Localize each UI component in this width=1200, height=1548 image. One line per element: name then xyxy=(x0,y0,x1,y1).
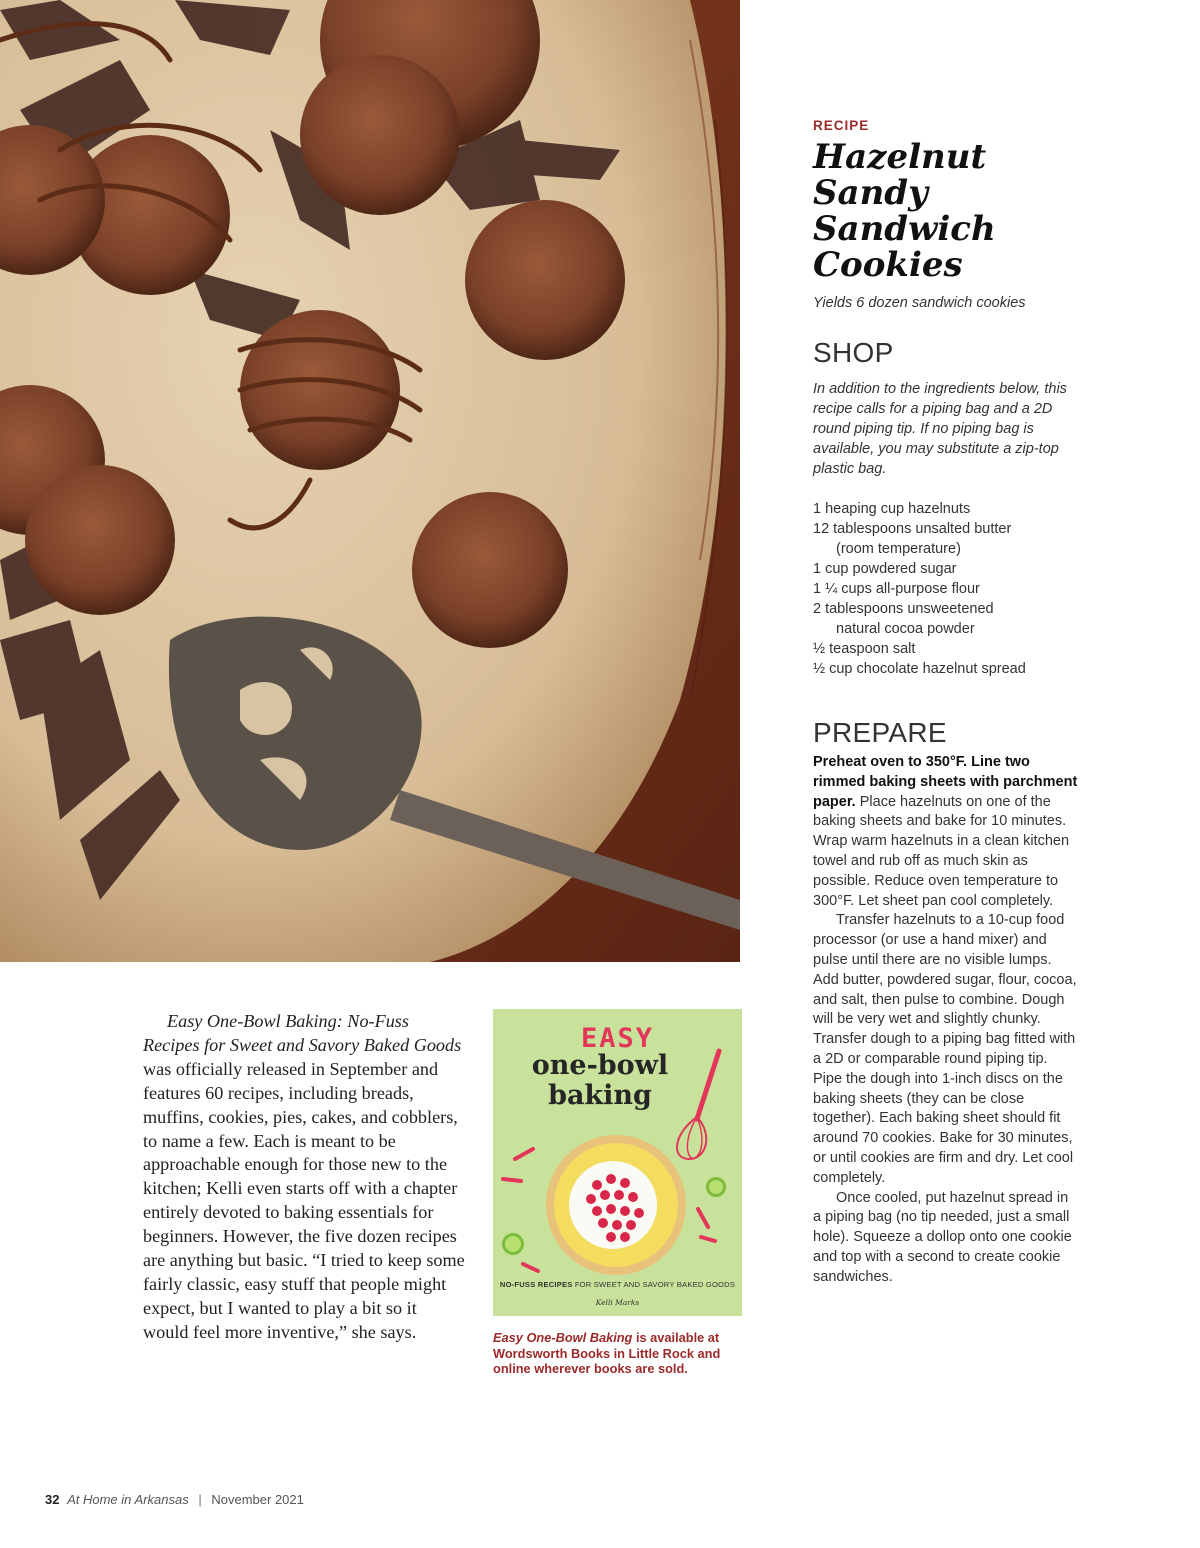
article-body-text: was officially released in September and features 60 recipes, including breads, muffins, cookies, pies, cakes, and cobblers, to name a few. Each is meant to be approachable enough for those new to the kitchen; Kelli even starts off with a chapter entirely devoted to baking essentials for beginners. However, the five dozen recipes are anything but basic. “I tried to keep some fairly classic, easy stuff that people might expect, but I wanted to play a bit so it would feel more inventive,” she says. xyxy=(143,1058,465,1342)
ingredient-item: natural cocoa powder xyxy=(836,621,975,637)
prepare-paragraph: Once cooled, put hazelnut spread in a piping bag (no tip needed, just a small hole). Squeeze a dollop onto one cookie and top with a second to create cookie sandwiches. xyxy=(813,1189,1072,1285)
ingredient-item: (room temperature) xyxy=(836,541,961,557)
magazine-name: At Home in Arkansas xyxy=(67,1492,189,1507)
recipe-title-line: Cookies xyxy=(813,245,963,285)
footer-separator: | xyxy=(198,1492,202,1507)
ingredient-item: 12 tablespoons unsalted butter xyxy=(813,521,1012,537)
ingredient-list xyxy=(813,499,1078,679)
ingredient-item: 1 cup powdered sugar xyxy=(813,561,957,577)
issue-date: November 2021 xyxy=(211,1492,304,1507)
cover-subtitle xyxy=(493,1280,742,1289)
recipe-title-line: Sandy xyxy=(813,173,928,213)
cover-author: Kelli Marks xyxy=(595,1298,640,1307)
book-title-inline: Easy One-Bowl Baking: No-Fuss Recipes for Sweet and Savory Baked Goods xyxy=(143,1011,462,1055)
shop-note: In addition to the ingredients below, this recipe calls for a piping bag and a 2D round piping tip. If no piping bag is available, you may substitute a zip-top plastic bag. xyxy=(813,381,1067,477)
recipe-title-line: Sandwich xyxy=(813,209,996,249)
caption-title: Easy One-Bowl Baking xyxy=(493,1330,633,1345)
shop-heading: SHOP xyxy=(813,337,894,368)
cover-subtitle-rest: FOR SWEET AND SAVORY BAKED GOODS xyxy=(572,1280,736,1289)
prepare-lead: Preheat oven to 350°F. Line two rimmed baking sheets with parchment paper. xyxy=(813,754,1078,810)
prepare-text: Place hazelnuts on one of the baking sheets and bake for 10 minutes. Wrap warm hazelnuts in a clean kitchen towel and rub off as much skin as possible. Reduce oven temperature to 300°F. Let sheet pan cool completely. xyxy=(813,793,1070,909)
ingredient-item: 2 tablespoons unsweetened xyxy=(813,601,994,617)
cookies-photo xyxy=(0,0,740,962)
cover-word-main: one-bowl baking xyxy=(531,1050,669,1111)
page-number: 32 xyxy=(45,1492,60,1507)
recipe-title xyxy=(813,139,1078,283)
recipe-title-line: Hazelnut xyxy=(813,137,987,177)
caption-text: is available at Wordsworth Books in Little Rock and online wherever books are sold. xyxy=(493,1330,721,1376)
prepare-heading: PREPARE xyxy=(813,717,947,748)
cover-word-easy: EASY xyxy=(580,1023,655,1054)
cover-caption xyxy=(493,1330,743,1377)
page-footer xyxy=(45,1492,304,1507)
book-cover xyxy=(493,1009,742,1316)
article-body xyxy=(143,1010,465,1345)
ingredient-item: ½ teaspoon salt xyxy=(813,641,916,657)
prepare-paragraph: Transfer hazelnuts to a 10-cup food processor (or use a hand mixer) and pulse until there are no visible lumps. Add butter, powdered sugar, flour, cocoa, and salt, then pulse to combine. Dough will be very wet and slightly chunky. Transfer dough to a piping bag fitted with a 2D or comparable round piping tip. Pipe the dough into 1-inch discs on the baking sheets (they can be close together). Each baking sheet should fit around 70 cookies. Bake for 30 minutes, or until cookies are firm and dry. Let cool completely. xyxy=(813,912,1077,1186)
ingredient-item: 1 ¼ cups all-purpose flour xyxy=(813,581,980,597)
recipe-kicker: RECIPE xyxy=(813,118,870,133)
prepare-steps xyxy=(813,753,1078,1288)
recipe-column xyxy=(813,118,1078,1288)
cover-subtitle-bold: NO-FUSS RECIPES xyxy=(499,1280,573,1289)
recipe-yield: Yields 6 dozen sandwich cookies xyxy=(813,295,1026,311)
ingredient-item: 1 heaping cup hazelnuts xyxy=(813,501,971,517)
ingredient-item: ½ cup chocolate hazelnut spread xyxy=(813,661,1026,677)
cookies-photo-illustration xyxy=(0,0,740,962)
prepare-paragraph xyxy=(813,753,1078,911)
